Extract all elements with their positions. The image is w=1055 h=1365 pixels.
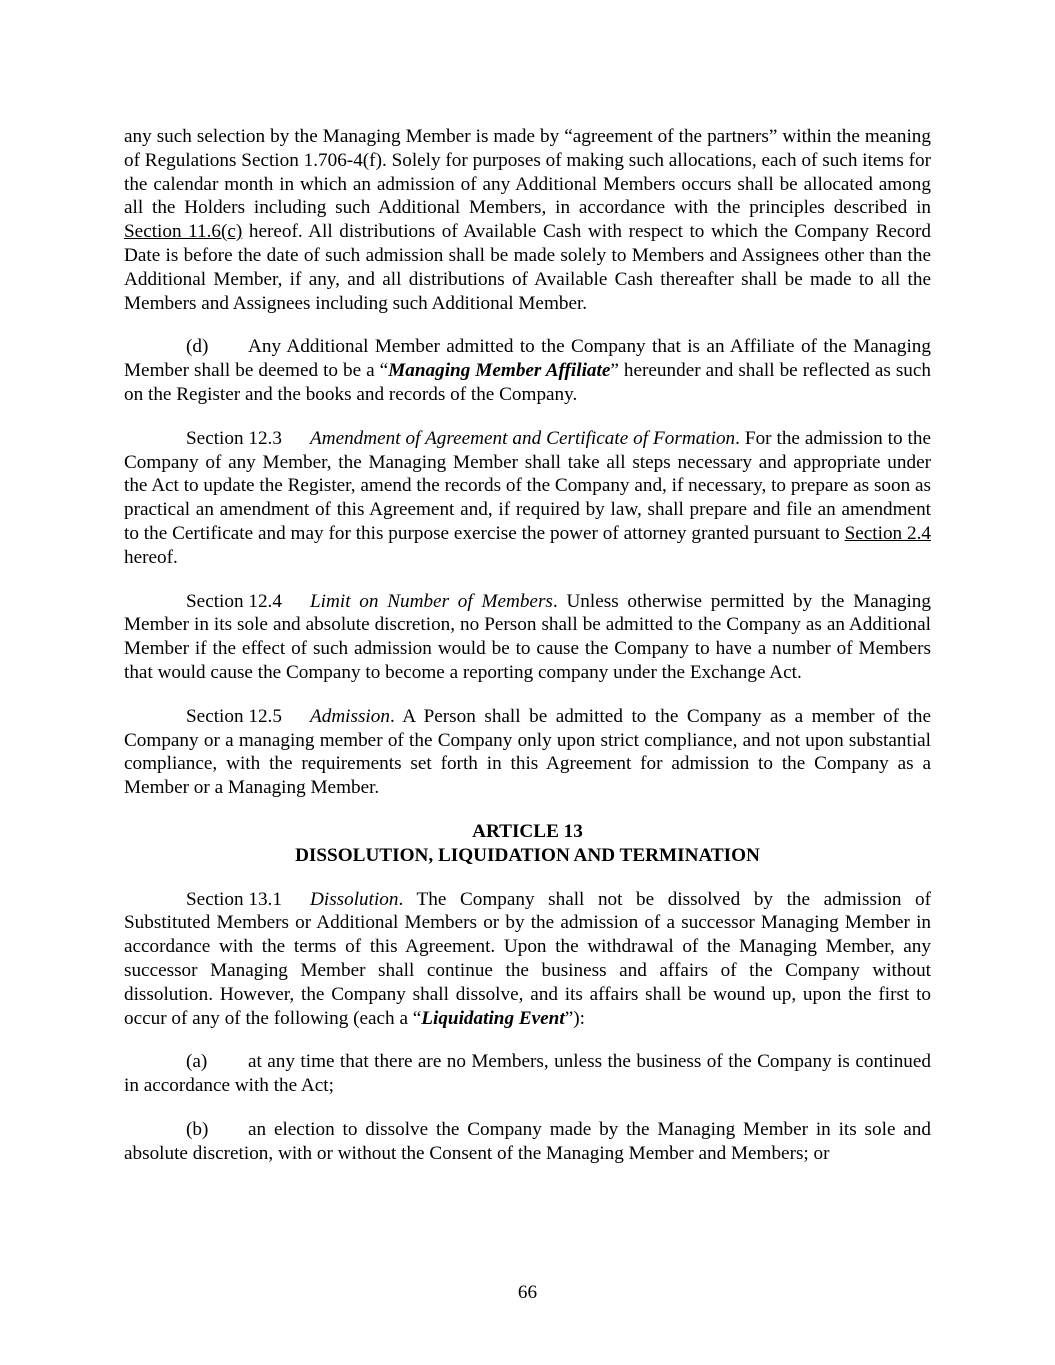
section-label: Section 12.3 [186, 427, 282, 449]
section-label: Section 13.1 [186, 888, 282, 910]
section-12-5 [124, 705, 931, 800]
paragraph-text: hereof. [124, 546, 178, 568]
item-b [124, 1118, 931, 1166]
article-title: DISSOLUTION, LIQUIDATION AND TERMINATION [295, 844, 760, 866]
paragraph-text: at any time that there are no Members, unless the business of the Company is continued in accordance with the Act; [124, 1051, 931, 1097]
defined-term: Liquidating Event [421, 1007, 565, 1029]
section-12-3 [124, 427, 931, 570]
item-a [124, 1050, 931, 1098]
article-heading [124, 820, 931, 868]
paragraph-text: . For the admission to the Company of any Member, the Managing Member shall take all steps necessary and appropriate under the Act to update the Register, amend the records of the Company and, if necessary, to prepare as soon as practical an amendment of this Agreement and, if required by law, shall prepare and file an amendment to the Certificate and may for this purpose exercise the power of attorney granted pursuant to [124, 427, 931, 544]
section-12-4 [124, 590, 931, 685]
paragraph-text: . Unless otherwise permitted by the Managing Member in its sole and absolute discretion, no Person shall be admitted to the Company as an Additional Member if the effect of such admission would be to cause the Company to have a number of Members that would cause the Company to become a reporting company under the Exchange Act. [124, 590, 931, 683]
paragraph-text: . The Company shall not be dissolved by the admission of Substituted Members or Additional Members or by the admission of a successor Managing Member in accordance with the terms of this Agreement. Upon the withdrawal of the Managing Member, any successor Managing Member shall continue the business and affairs of the Company without dissolution. However, the Company shall dissolve, and its affairs shall be wound up, upon the first to occur of any of the following (each a “ [124, 888, 931, 1029]
paragraph-text: hereof. All distributions of Available Cash with respect to which the Company Record Date is before the date of such admission shall be made solely to Members and Assignees other than the Additional Member, if any, and all distributions of Available Cash thereafter shall be made to all the Members and Assignees including such Additional Member. [124, 221, 931, 314]
document-page [124, 125, 931, 1185]
section-title: Amendment of Agreement and Certificate of Formation [310, 427, 736, 449]
paragraph-d [124, 335, 931, 406]
section-label: Section 12.5 [186, 705, 282, 727]
article-number: ARTICLE 13 [472, 820, 583, 842]
section-title: Limit on Number of Members [310, 590, 553, 612]
section-label: Section 12.4 [186, 590, 282, 612]
paragraph-text: an election to dissolve the Company made by the Managing Member in its sole and absolute discretion, with or without the Consent of the Managing Member and Members; or [124, 1118, 931, 1164]
section-reference-11-6c[interactable]: Section 11.6(c) [124, 221, 243, 243]
paragraph-text: ” hereunder and shall be reflected as such on the Register and the books and records of the Company. [124, 360, 931, 405]
section-title: Admission [310, 705, 390, 727]
paragraph-allocation-continued [124, 125, 931, 315]
paragraph-text: Any Additional Member admitted to the Company that is an Affiliate of the Managing Member shall be deemed to be a “ [124, 336, 931, 382]
item-label: (b) [186, 1118, 209, 1140]
section-reference-2-4[interactable]: Section 2.4 [844, 522, 931, 544]
defined-term: Managing Member Affiliate [388, 360, 611, 382]
paragraph-text: . A Person shall be admitted to the Company as a member of the Company or a managing member of the Company only upon strict compliance, and not upon substantial compliance, with the requirements set forth in this Agreement for admission to the Company as a Member or a Managing Member. [124, 705, 931, 799]
page-number: 66 [517, 1282, 538, 1303]
paragraph-text: any such selection by the Managing Member is made by “agreement of the partners” within the meaning of Regulations Section 1.706-4(f). Solely for purposes of making such allocations, each of such items for the calendar month in which an admission of any Additional Members occurs shall be allocated among all the Holders including such Additional Members, in accordance with the principles described in [124, 126, 931, 219]
paragraph-text: ”): [564, 1007, 585, 1029]
item-label: (a) [186, 1051, 208, 1073]
item-label: (d) [186, 336, 209, 358]
section-title: Dissolution [310, 888, 399, 910]
section-13-1 [124, 888, 931, 1031]
